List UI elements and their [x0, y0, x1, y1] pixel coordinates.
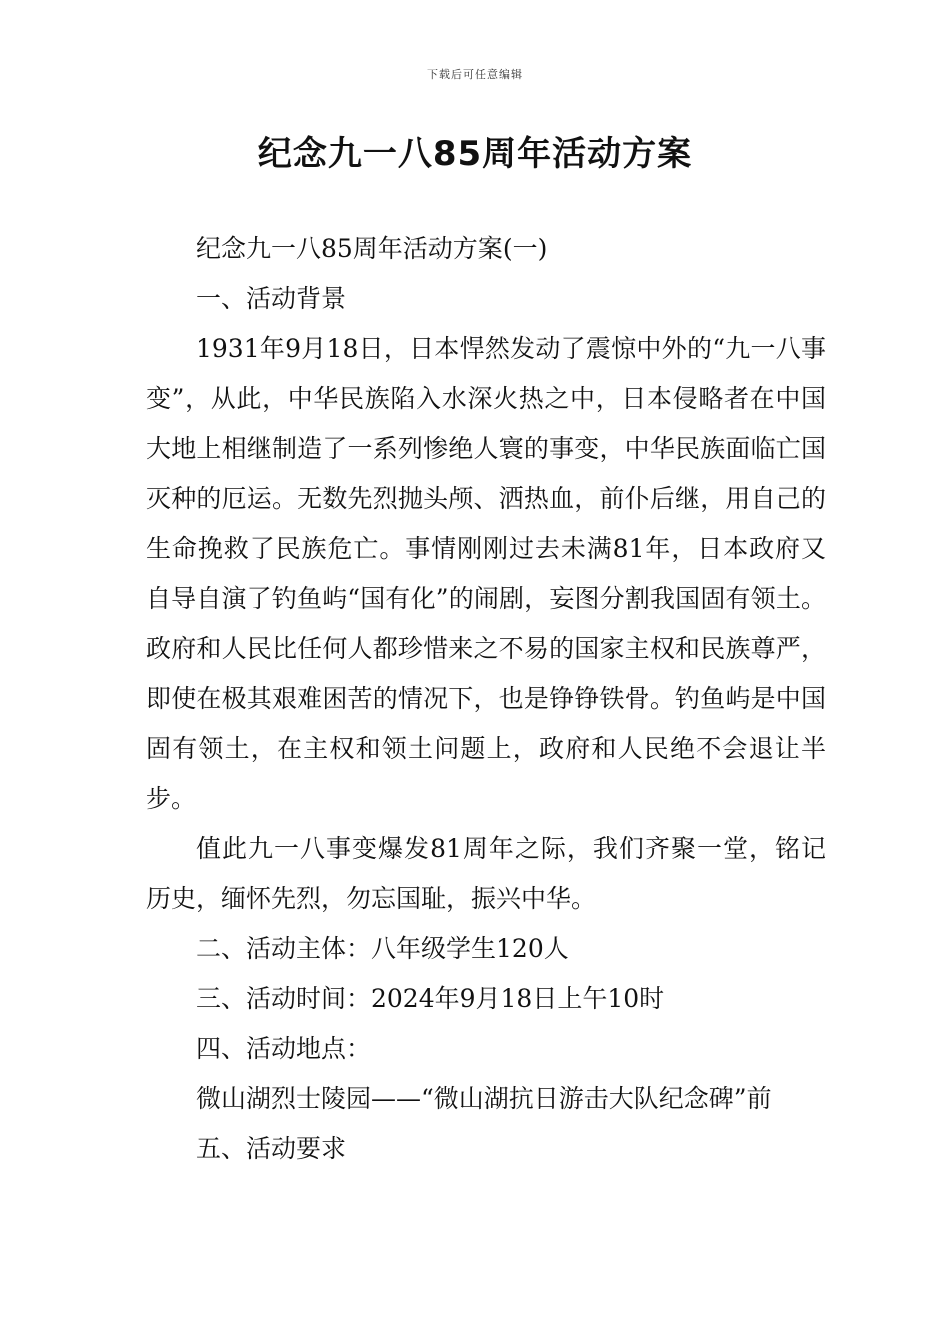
background-paragraph: 1931年9月18日，日本悍然发动了震惊中外的“九一八事变”，从此，中华民族陷入水深火热之中，日本侵略者在中国大地上相继制造了一系列惨绝人寰的事变，中华民族面临亡国灭种的厄运。无数先烈抛头颅、洒热血，前仆后继，用自己的生命挽救了民族危亡。事情刚刚过去未满81年，日本政府又自导自演了钓鱼屿“国有化”的闹剧，妄图分割我国固有领土。政府和人民比任何人都珍惜来之不易的国家主权和民族尊严，即使在极其艰难困苦的情况下，也是铮铮铁骨。钓鱼屿是中国固有领土，在主权和领土问题上，政府和人民绝不会退让半步。: [146, 334, 826, 813]
section-heading-participants: 二、活动主体：八年级学生120人: [196, 934, 569, 963]
location-paragraph: 微山湖烈士陵园——“微山湖抗日游击大队纪念碑”前: [196, 1084, 772, 1113]
document-body: [146, 224, 826, 1174]
header-note: 下载后可任意编辑: [427, 68, 523, 81]
section-heading-requirements: 五、活动要求: [196, 1134, 347, 1163]
section-heading-background: 一、活动背景: [196, 284, 347, 313]
subtitle-paragraph: 纪念九一八85周年活动方案(一): [196, 234, 548, 263]
document-title: 纪念九一八85周年活动方案: [257, 134, 693, 174]
commemoration-paragraph: 值此九一八事变爆发81周年之际，我们齐聚一堂，铭记历史，缅怀先烈，勿忘国耻，振兴中华。: [146, 834, 826, 913]
section-heading-time: 三、活动时间：2024年9月18日上午10时: [196, 984, 665, 1013]
section-heading-location: 四、活动地点：: [196, 1034, 372, 1063]
